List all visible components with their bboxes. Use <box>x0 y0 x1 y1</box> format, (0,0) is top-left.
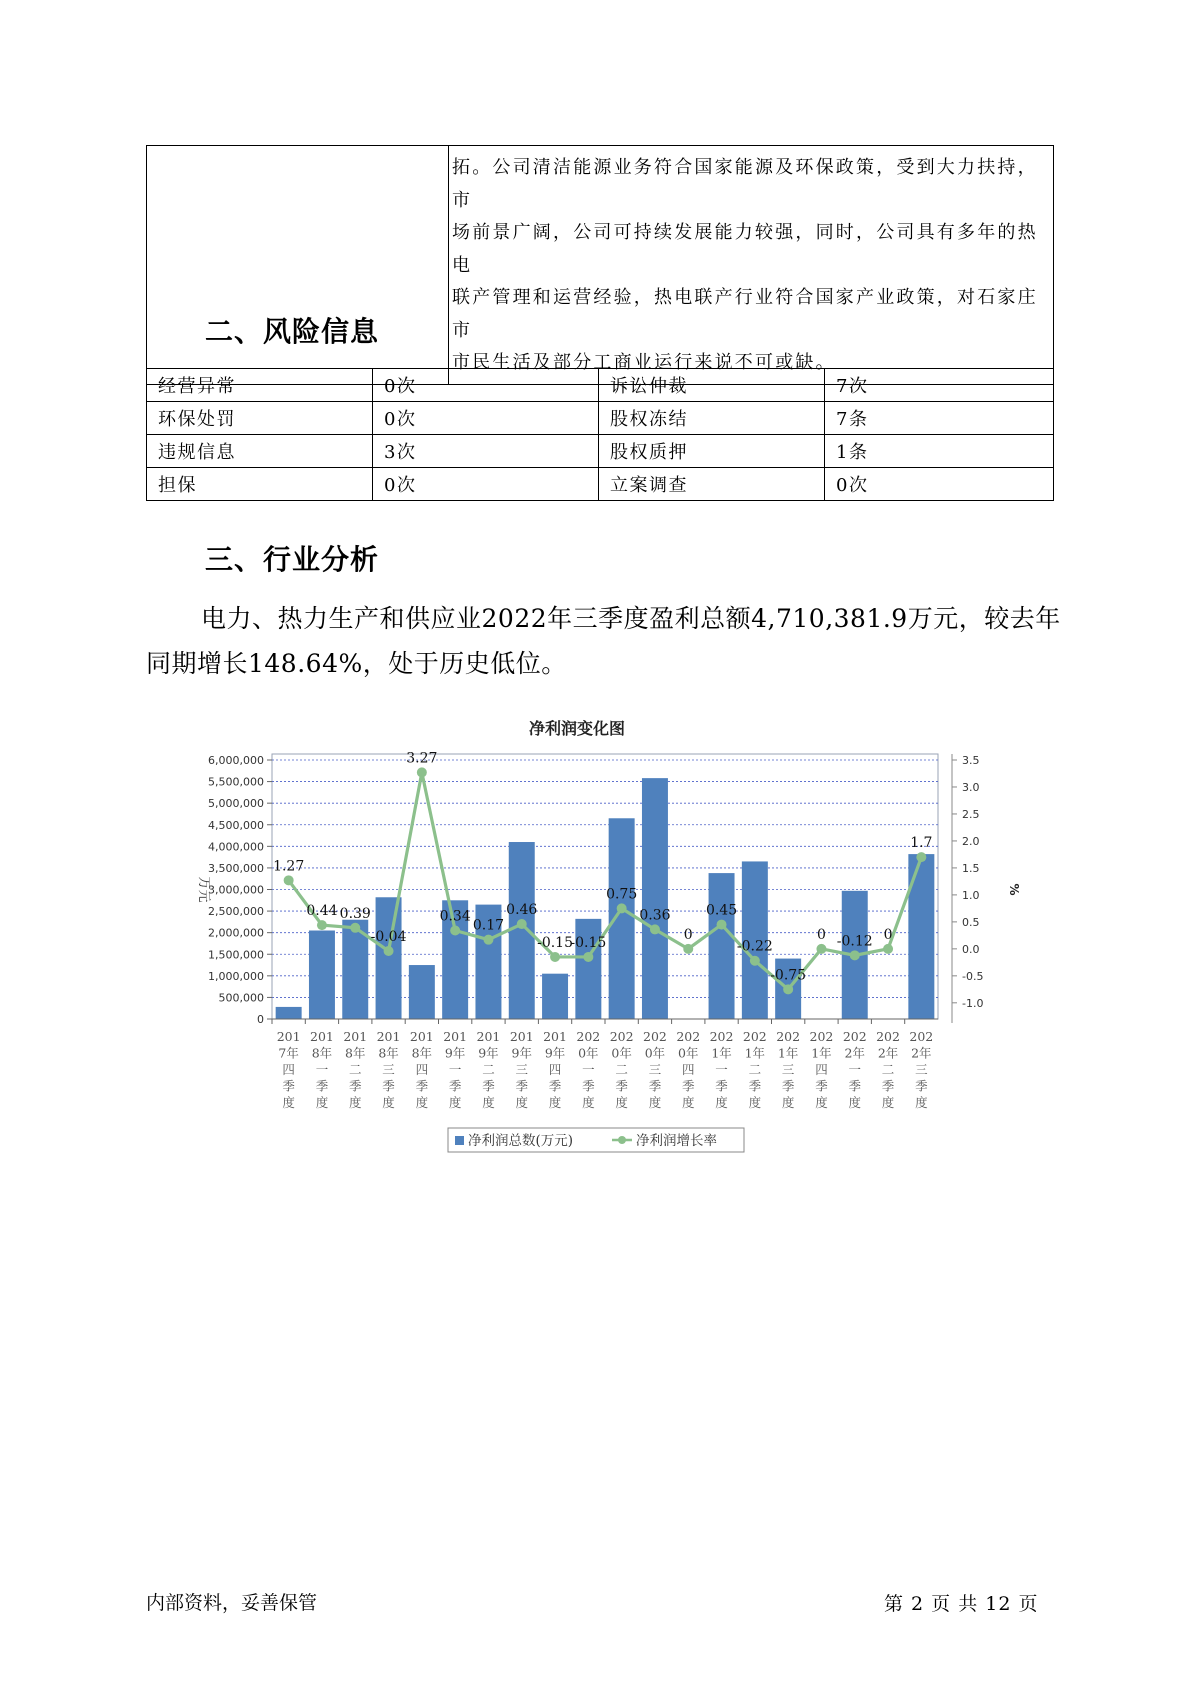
x-tick-label: 度 <box>915 1095 928 1110</box>
growth-point <box>717 920 727 930</box>
x-tick-label: 0年 <box>678 1045 699 1061</box>
x-tick-label: 季 <box>282 1078 295 1094</box>
x-tick-label: 度 <box>582 1095 595 1110</box>
risk-key: 立案调查 <box>599 468 825 501</box>
data-label: -0.04 <box>370 929 407 946</box>
x-tick-label: 四 <box>681 1062 695 1077</box>
intro-line: 联产管理和运营经验，热电联产行业符合国家产业政策，对石家庄市 <box>452 287 1038 341</box>
data-label: 0.44 <box>306 903 338 920</box>
x-tick-label: 季 <box>815 1078 828 1094</box>
table-row <box>147 369 1054 402</box>
bar <box>709 873 735 1019</box>
intro-line: 场前景广阔，公司可持续发展能力较强，同时，公司具有多年的热电 <box>452 222 1038 276</box>
x-tick-label: 202 <box>643 1029 667 1044</box>
x-tick-label: 1年 <box>711 1045 732 1061</box>
growth-point <box>284 875 294 885</box>
industry-paragraph: 电力、热力生产和供应业2022年三季度盈利总额4,710,381.9万元，较去年同期增长148.64%，处于历史低位。 <box>146 604 1061 678</box>
y-tick-label: 1,000,000 <box>208 969 264 983</box>
x-tick-label: 度 <box>382 1095 395 1110</box>
x-tick-label: 201 <box>310 1029 334 1044</box>
risk-key: 诉讼仲裁 <box>599 369 825 402</box>
x-tick-label: 度 <box>315 1095 329 1110</box>
data-label: 3.27 <box>406 750 438 767</box>
risk-value: 1条 <box>825 435 1054 468</box>
risk-value: 0次 <box>373 369 599 402</box>
x-tick-label: 度 <box>448 1095 462 1110</box>
data-label: 0.17 <box>472 917 505 934</box>
x-tick-label: 度 <box>515 1095 529 1110</box>
x-tick-label: 2年 <box>844 1045 865 1061</box>
growth-point <box>384 946 394 956</box>
x-tick-label: 一 <box>582 1062 595 1077</box>
x-tick-label: 201 <box>276 1029 301 1044</box>
x-tick-label: 度 <box>348 1095 362 1110</box>
x-tick-label: 一 <box>448 1062 462 1077</box>
x-tick-label: 9年 <box>511 1045 532 1061</box>
x-tick-label: 度 <box>648 1095 662 1110</box>
x-tick-label: 201 <box>543 1029 567 1044</box>
x-tick-label: 度 <box>715 1095 728 1110</box>
y-tick-label: 4,500,000 <box>208 818 264 832</box>
bar <box>309 931 335 1019</box>
x-tick-label: 三 <box>648 1062 662 1077</box>
x-tick-label: 一 <box>315 1062 329 1077</box>
x-tick-label: 三 <box>781 1062 795 1077</box>
y2-tick-label: 0.0 <box>962 942 980 956</box>
risk-key: 股权质押 <box>599 435 825 468</box>
risk-value: 0次 <box>373 402 599 435</box>
growth-point <box>550 952 560 962</box>
x-tick-label: 二 <box>482 1062 495 1077</box>
x-tick-label: 9年 <box>478 1045 499 1061</box>
data-label: 0.36 <box>639 907 671 924</box>
y2-tick-label: -0.5 <box>962 969 984 983</box>
table-row <box>147 468 1054 501</box>
y-tick-label: 5,500,000 <box>208 775 264 789</box>
x-tick-label: 季 <box>548 1078 562 1094</box>
growth-point <box>750 956 760 966</box>
x-tick-label: 1年 <box>811 1045 832 1061</box>
footer-page-number: 第 2 页 共 12 页 <box>884 1593 1039 1615</box>
x-tick-label: 8年 <box>311 1045 333 1061</box>
risk-value: 7次 <box>825 369 1054 402</box>
x-tick-label: 1年 <box>744 1045 766 1061</box>
x-tick-label: 202 <box>576 1029 601 1044</box>
x-tick-label: 度 <box>848 1095 862 1110</box>
x-tick-label: 四 <box>548 1062 562 1077</box>
legend-line-marker <box>618 1136 626 1144</box>
bar <box>376 897 402 1019</box>
x-tick-label: 度 <box>415 1095 429 1110</box>
y2-tick-label: 2.5 <box>962 807 980 821</box>
growth-point <box>883 944 893 954</box>
x-tick-label: 度 <box>548 1095 562 1110</box>
data-label: -0.75 <box>770 967 807 984</box>
x-tick-label: 三 <box>915 1062 928 1077</box>
y-tick-label: 0 <box>257 1013 264 1026</box>
data-label: 0 <box>816 926 826 943</box>
legend-bar-swatch <box>455 1136 464 1145</box>
growth-point <box>417 767 427 777</box>
y-tick-label: 500,000 <box>218 991 264 1005</box>
x-tick-label: 季 <box>748 1078 762 1094</box>
y-tick-label: 1,500,000 <box>208 948 264 962</box>
x-tick-label: 8年 <box>411 1045 433 1061</box>
chart-title: 净利润变化图 <box>528 719 626 738</box>
x-tick-label: 季 <box>482 1078 495 1094</box>
x-tick-label: 季 <box>515 1078 529 1094</box>
x-tick-label: 202 <box>876 1029 900 1044</box>
data-label: 1.27 <box>273 858 305 875</box>
data-label: 0.34 <box>439 908 471 925</box>
growth-point <box>816 944 826 954</box>
footer-confidential: 内部资料，妥善保管 <box>146 1592 318 1614</box>
x-tick-label: 度 <box>748 1095 762 1110</box>
x-tick-label: 季 <box>382 1078 395 1094</box>
risk-table <box>146 368 1054 501</box>
x-tick-label: 2年 <box>877 1045 899 1061</box>
y2-tick-label: 0.5 <box>962 915 980 929</box>
bar <box>542 974 568 1019</box>
x-tick-label: 季 <box>582 1078 595 1094</box>
x-tick-label: 度 <box>815 1095 828 1110</box>
plot-area <box>272 754 938 1019</box>
x-tick-label: 9年 <box>444 1045 466 1061</box>
x-tick-label: 201 <box>409 1029 434 1044</box>
x-tick-label: 季 <box>648 1078 662 1094</box>
data-label: 0.45 <box>705 902 738 919</box>
x-tick-label: 0年 <box>611 1045 632 1061</box>
bar <box>276 1007 302 1019</box>
x-tick-label: 四 <box>282 1062 295 1077</box>
x-tick-label: 202 <box>809 1029 834 1044</box>
growth-point <box>650 924 660 934</box>
x-tick-label: 0年 <box>578 1045 599 1061</box>
y-tick-label: 6,000,000 <box>208 754 264 767</box>
x-tick-label: 季 <box>681 1078 695 1094</box>
x-tick-label: 9年 <box>544 1045 566 1061</box>
x-tick-label: 季 <box>881 1078 895 1094</box>
legend-line-label: 净利润增长率 <box>636 1133 717 1149</box>
risk-key: 环保处罚 <box>147 402 373 435</box>
section-title-risk: 二、风险信息 <box>205 315 380 348</box>
data-label: 0.75 <box>606 886 638 903</box>
growth-point <box>450 926 460 936</box>
x-tick-label: 四 <box>815 1062 828 1077</box>
x-tick-label: 202 <box>842 1029 867 1044</box>
x-tick-label: 季 <box>781 1078 795 1094</box>
x-tick-label: 三 <box>515 1062 529 1077</box>
growth-point <box>517 919 527 929</box>
section-title-industry: 三、行业分析 <box>205 543 380 576</box>
x-tick-label: 1年 <box>777 1045 799 1061</box>
x-tick-label: 202 <box>609 1029 634 1044</box>
data-label: 0.46 <box>506 902 538 919</box>
data-label: -0.15 <box>570 934 607 951</box>
x-tick-label: 201 <box>376 1029 401 1044</box>
growth-point <box>916 852 926 862</box>
risk-key: 违规信息 <box>147 435 373 468</box>
risk-key: 经营异常 <box>147 369 373 402</box>
growth-point <box>783 984 793 994</box>
x-tick-label: 202 <box>676 1029 701 1044</box>
x-tick-label: 季 <box>715 1078 728 1094</box>
x-tick-label: 202 <box>776 1029 801 1044</box>
x-tick-label: 度 <box>482 1095 495 1110</box>
y-tick-label: 3,000,000 <box>208 883 264 897</box>
y-tick-label: 5,000,000 <box>208 797 264 811</box>
x-tick-label: 季 <box>848 1078 862 1094</box>
risk-value: 7条 <box>825 402 1054 435</box>
bar <box>642 778 668 1019</box>
x-tick-label: 一 <box>848 1062 862 1077</box>
growth-point <box>583 952 593 962</box>
x-tick-label: 202 <box>709 1029 734 1044</box>
x-tick-label: 度 <box>615 1095 628 1110</box>
bar <box>609 818 635 1019</box>
growth-point <box>850 950 860 960</box>
x-tick-label: 8年 <box>378 1045 399 1061</box>
x-tick-label: 7年 <box>278 1045 299 1061</box>
x-tick-label: 季 <box>615 1078 628 1094</box>
risk-value: 3次 <box>373 435 599 468</box>
bar <box>509 842 535 1019</box>
x-tick-label: 季 <box>448 1078 462 1094</box>
x-tick-label: 季 <box>348 1078 362 1094</box>
x-tick-label: 度 <box>781 1095 795 1110</box>
x-tick-label: 201 <box>476 1029 501 1044</box>
data-label: 0.39 <box>339 905 371 922</box>
y2-tick-label: 3.0 <box>962 780 980 794</box>
data-label: 1.7 <box>910 835 933 852</box>
x-tick-label: 二 <box>615 1062 628 1077</box>
growth-point <box>317 920 327 930</box>
x-tick-label: 度 <box>881 1095 895 1110</box>
x-tick-label: 0年 <box>644 1045 666 1061</box>
growth-point <box>683 944 693 954</box>
risk-key: 股权冻结 <box>599 402 825 435</box>
table-row <box>147 402 1054 435</box>
x-tick-label: 201 <box>343 1029 368 1044</box>
bar <box>575 919 601 1019</box>
x-tick-label: 二 <box>881 1062 895 1077</box>
risk-key: 担保 <box>147 468 373 501</box>
x-tick-label: 季 <box>315 1078 329 1094</box>
x-tick-label: 季 <box>915 1078 928 1094</box>
x-tick-label: 二 <box>748 1062 762 1077</box>
x-tick-label: 季 <box>415 1078 429 1094</box>
table-row <box>147 435 1054 468</box>
data-label: -0.22 <box>736 938 773 955</box>
net-profit-chart <box>180 712 1021 1172</box>
growth-point <box>483 935 493 945</box>
data-label: 0 <box>883 926 893 943</box>
x-tick-label: 度 <box>681 1095 695 1110</box>
y2-tick-label: 1.5 <box>962 861 980 875</box>
x-tick-label: 三 <box>382 1062 395 1077</box>
y-axis-label: 万元 <box>196 876 211 903</box>
x-tick-label: 201 <box>443 1029 468 1044</box>
x-tick-label: 四 <box>415 1062 429 1077</box>
data-label: -0.15 <box>537 934 574 951</box>
bar <box>409 965 435 1019</box>
growth-point <box>617 903 627 913</box>
intro-line: 拓。公司清洁能源业务符合国家能源及环保政策，受到大力扶持，市 <box>452 157 1038 211</box>
data-label: -0.12 <box>836 933 873 950</box>
x-tick-label: 二 <box>348 1062 362 1077</box>
y2-tick-label: 3.5 <box>962 754 980 767</box>
risk-value: 0次 <box>825 468 1054 501</box>
y-tick-label: 2,500,000 <box>208 905 264 919</box>
x-tick-label: 8年 <box>345 1045 366 1061</box>
intro-table-text-cell <box>449 146 1054 385</box>
y2-tick-label: 1.0 <box>962 888 980 902</box>
x-tick-label: 202 <box>742 1029 767 1044</box>
y2-tick-label: -1.0 <box>962 996 984 1010</box>
x-tick-label: 2年 <box>911 1045 932 1061</box>
intro-line: 市民生活及部分工商业运行来说不可或缺。 <box>452 352 836 373</box>
y-tick-label: 3,500,000 <box>208 861 264 875</box>
y-tick-label: 4,000,000 <box>208 840 264 854</box>
x-tick-label: 一 <box>715 1062 728 1077</box>
x-tick-label: 度 <box>282 1095 295 1110</box>
data-label: 0 <box>683 926 693 943</box>
x-tick-label: 201 <box>509 1029 534 1044</box>
legend-bar-label: 净利润总数(万元) <box>468 1133 574 1149</box>
growth-point <box>350 923 360 933</box>
y2-axis-label: % <box>1007 883 1021 896</box>
y-tick-label: 2,000,000 <box>208 926 264 940</box>
x-tick-label: 202 <box>909 1029 934 1044</box>
risk-value: 0次 <box>373 468 599 501</box>
y2-tick-label: 2.0 <box>962 834 980 848</box>
